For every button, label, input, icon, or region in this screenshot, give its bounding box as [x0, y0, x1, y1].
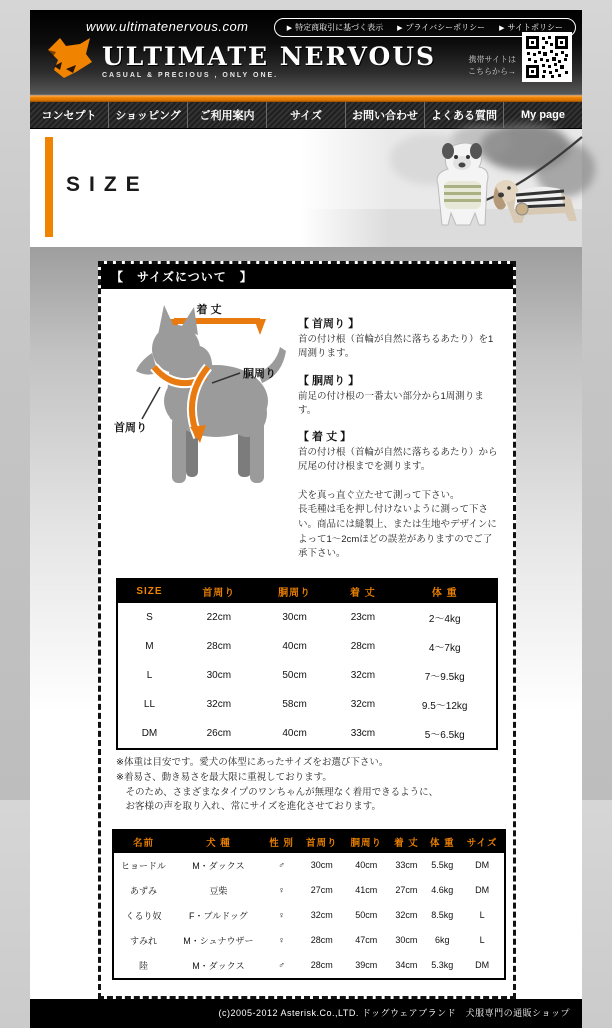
- guide-body-girth: 前足の付け根の一番太い部分から1周測ります。: [298, 390, 484, 416]
- table-row: [113, 928, 505, 953]
- table-cell: 32cm: [350, 699, 376, 711]
- link-privacy-policy[interactable]: ▶ プライバシーポリシー: [397, 23, 486, 32]
- guide-heading-length: 【 着 丈 】: [298, 431, 352, 443]
- table-cell: 32cm: [395, 910, 418, 921]
- site-url: www.ultimatenervous.com: [86, 19, 249, 34]
- size-notes: [116, 756, 502, 815]
- table-cell: DM: [475, 885, 490, 896]
- site-logo[interactable]: [46, 36, 436, 80]
- table-cell: 50cm: [282, 670, 307, 682]
- table-cell: ♀: [278, 935, 285, 946]
- nav-item-contact[interactable]: お問い合わせ: [345, 102, 424, 128]
- table-row: [113, 853, 505, 878]
- column-header: 犬 種: [173, 830, 264, 853]
- table-cell: 9.5～12kg: [421, 701, 468, 713]
- hero-banner: [30, 129, 582, 247]
- table-cell: 7～9.5kg: [424, 672, 465, 684]
- table-cell: 40cm: [282, 728, 307, 740]
- column-header: 体 重: [424, 830, 460, 853]
- link-site-policy[interactable]: ▶ サイトポリシー: [499, 23, 563, 32]
- table-cell: 58cm: [282, 699, 307, 711]
- example-dogs-table: [112, 829, 506, 980]
- fox-logo-icon: [46, 36, 94, 80]
- table-cell: 6kg: [435, 935, 450, 946]
- measure-guide-row: [112, 301, 502, 562]
- size-table-section: [112, 578, 502, 750]
- table-cell: 8.5kg: [431, 910, 454, 921]
- section-title: 【 サイズについて 】: [101, 264, 513, 289]
- table-cell: DM: [141, 728, 158, 740]
- table-cell: 32cm: [206, 699, 232, 711]
- table-cell: M・シュナウザー: [183, 935, 254, 946]
- site-header: [30, 10, 582, 94]
- content-area: [30, 247, 582, 999]
- mobile-site-area: [468, 32, 572, 82]
- table-cell: 40cm: [355, 860, 378, 871]
- table-cell: L: [479, 910, 485, 921]
- orange-accent-bar: [30, 94, 582, 102]
- column-header: 着 丈: [388, 830, 424, 853]
- nav-item-guide[interactable]: ご利用案内: [187, 102, 266, 128]
- column-header: 着 丈: [332, 579, 393, 603]
- note-line: ※着易さ、動き易さを最大限に重視しております。: [116, 771, 332, 783]
- table-cell: ♀: [278, 910, 285, 921]
- column-header: 首周り: [181, 579, 257, 603]
- column-header: サイズ: [460, 830, 505, 853]
- table-cell: 30cm: [310, 860, 333, 871]
- table-cell: 2～4kg: [428, 614, 461, 626]
- column-header: SIZE: [117, 579, 181, 603]
- hero-accent-bar: [45, 137, 53, 237]
- note-line: お客様の声を取り入れ、常にサイズを進化させております。: [116, 801, 382, 813]
- table-cell: M・ダックス: [192, 860, 245, 871]
- table-cell: くるり奴: [125, 910, 162, 921]
- triangle-bullet-icon: ▶: [397, 25, 403, 32]
- site-footer: [30, 999, 582, 1028]
- table-cell: 4.6kg: [431, 885, 454, 896]
- table-cell: 28cm: [206, 641, 232, 653]
- diagram-girth-label: 胴周り: [243, 368, 276, 380]
- table-cell: 陸: [139, 960, 149, 971]
- dog-measure-diagram: [112, 301, 290, 562]
- table-cell: M: [145, 641, 154, 653]
- table-cell: DM: [475, 860, 490, 871]
- column-header: 胴周り: [344, 830, 388, 853]
- table-cell: あずみ: [130, 885, 158, 896]
- table-row: [113, 953, 505, 979]
- table-cell: F・ブルドッグ: [189, 910, 248, 921]
- measure-notice: 犬を真っ直ぐ立たせて測って下さい。 長毛種は毛を押し付けないように測って下さい。商品には縫製上、または生地やデザインによって1～2cmほどの誤差がありますのでご了承下さい。: [298, 489, 497, 560]
- diagram-neck-label: 首周り: [114, 422, 147, 434]
- note-line: そのため、さまざまなタイプのワンちゃんが無理なく着用できるように、: [116, 786, 439, 798]
- table-row: [117, 719, 497, 749]
- table-row: [117, 603, 497, 632]
- table-row: [117, 690, 497, 719]
- table-cell: 47cm: [355, 935, 378, 946]
- dogs-photo: [300, 129, 582, 247]
- main-nav: [30, 102, 582, 129]
- page: [30, 0, 582, 1028]
- table-cell: S: [146, 612, 153, 624]
- guide-body-neck: 首の付け根（首輪が自然に落ちるあたり）を1周測ります。: [298, 334, 494, 360]
- triangle-bullet-icon: ▶: [499, 25, 505, 32]
- table-cell: 32cm: [350, 670, 376, 682]
- table-cell: 40cm: [282, 641, 307, 653]
- table-cell: M・ダックス: [192, 960, 245, 971]
- triangle-bullet-icon: ▶: [286, 25, 293, 32]
- column-header: 胴周り: [257, 579, 333, 603]
- table-cell: 28cm: [350, 641, 376, 653]
- table-cell: 5.3kg: [431, 960, 454, 971]
- nav-item-size[interactable]: サイズ: [266, 102, 345, 128]
- table-cell: 30cm: [206, 670, 232, 682]
- table-row: [117, 632, 497, 661]
- qr-code-icon: [522, 32, 572, 82]
- table-cell: 32cm: [310, 910, 333, 921]
- table-cell: 33cm: [395, 860, 418, 871]
- table-cell: 39cm: [355, 960, 378, 971]
- table-cell: 30cm: [395, 935, 418, 946]
- table-cell: ♀: [278, 885, 285, 896]
- column-header: 名前: [113, 830, 173, 853]
- logo-tagline: CASUAL & PRECIOUS , ONLY ONE.: [102, 72, 279, 79]
- logo-text: [102, 36, 436, 79]
- table-cell: 4～7kg: [428, 643, 461, 655]
- link-tokushoho[interactable]: ▶ 特定商取引に基づく表示: [286, 23, 384, 32]
- table-cell: L: [146, 670, 153, 682]
- table-cell: 26cm: [206, 728, 232, 740]
- table-cell: LL: [143, 699, 156, 711]
- measure-guide-text: [290, 301, 502, 562]
- page-title: SIZE: [66, 173, 149, 196]
- nav-item-mypage[interactable]: My page: [503, 102, 582, 128]
- table-cell: 5.5kg: [431, 860, 454, 871]
- table-cell: DM: [475, 960, 490, 971]
- table-cell: 33cm: [350, 728, 376, 740]
- table-cell: 28cm: [310, 935, 333, 946]
- column-header: 体 重: [393, 579, 497, 603]
- size-table: [116, 578, 498, 750]
- table-cell: ♂: [278, 860, 285, 871]
- note-line: ※体重は目安です。愛犬の体型にあったサイズをお選び下さい。: [116, 757, 389, 769]
- table-row: [113, 878, 505, 903]
- mobile-site-note: 携帯サイトは こちらから→: [468, 55, 516, 76]
- table-cell: 5～6.5kg: [424, 730, 465, 742]
- guide-heading-neck: 【 首周り 】: [298, 318, 360, 330]
- table-cell: 34cm: [395, 960, 418, 971]
- table-cell: 28cm: [310, 960, 333, 971]
- column-header: 首周り: [300, 830, 344, 853]
- guide-body-length: 首の付け根（首輪が自然に落ちるあたり）から尻尾の付け根までを測ります。: [298, 447, 498, 473]
- table-row: [113, 903, 505, 928]
- copyright-text: (c)2005-2012 Asterisk.Co.,LTD. ドッグウェアブランド 犬服専門の通販ショップ: [218, 1007, 570, 1018]
- nav-item-shopping[interactable]: ショッピング: [108, 102, 187, 128]
- table-cell: 50cm: [355, 910, 378, 921]
- table-cell: ♂: [278, 960, 285, 971]
- guide-heading-girth: 【 胴周り 】: [298, 374, 360, 387]
- table-cell: 30cm: [282, 612, 307, 624]
- table-row: [117, 661, 497, 690]
- table-cell: 22cm: [206, 612, 232, 624]
- table-cell: 豆柴: [209, 885, 228, 896]
- logo-title: ULTIMATE NERVOUS: [102, 42, 437, 71]
- table-cell: ヒョードル: [121, 860, 167, 871]
- table-cell: 41cm: [355, 885, 378, 896]
- table-cell: すみれ: [130, 935, 158, 946]
- diagram-length-label: 着 丈: [196, 304, 222, 316]
- column-header: 性 別: [264, 830, 300, 853]
- table-cell: 23cm: [350, 612, 376, 624]
- nav-item-faq[interactable]: よくある質問: [424, 102, 503, 128]
- nav-item-concept[interactable]: コンセプト: [41, 110, 97, 122]
- table-cell: 27cm: [395, 885, 418, 896]
- size-info-box: [98, 261, 516, 999]
- table-cell: 27cm: [310, 885, 333, 896]
- table-cell: L: [479, 935, 485, 946]
